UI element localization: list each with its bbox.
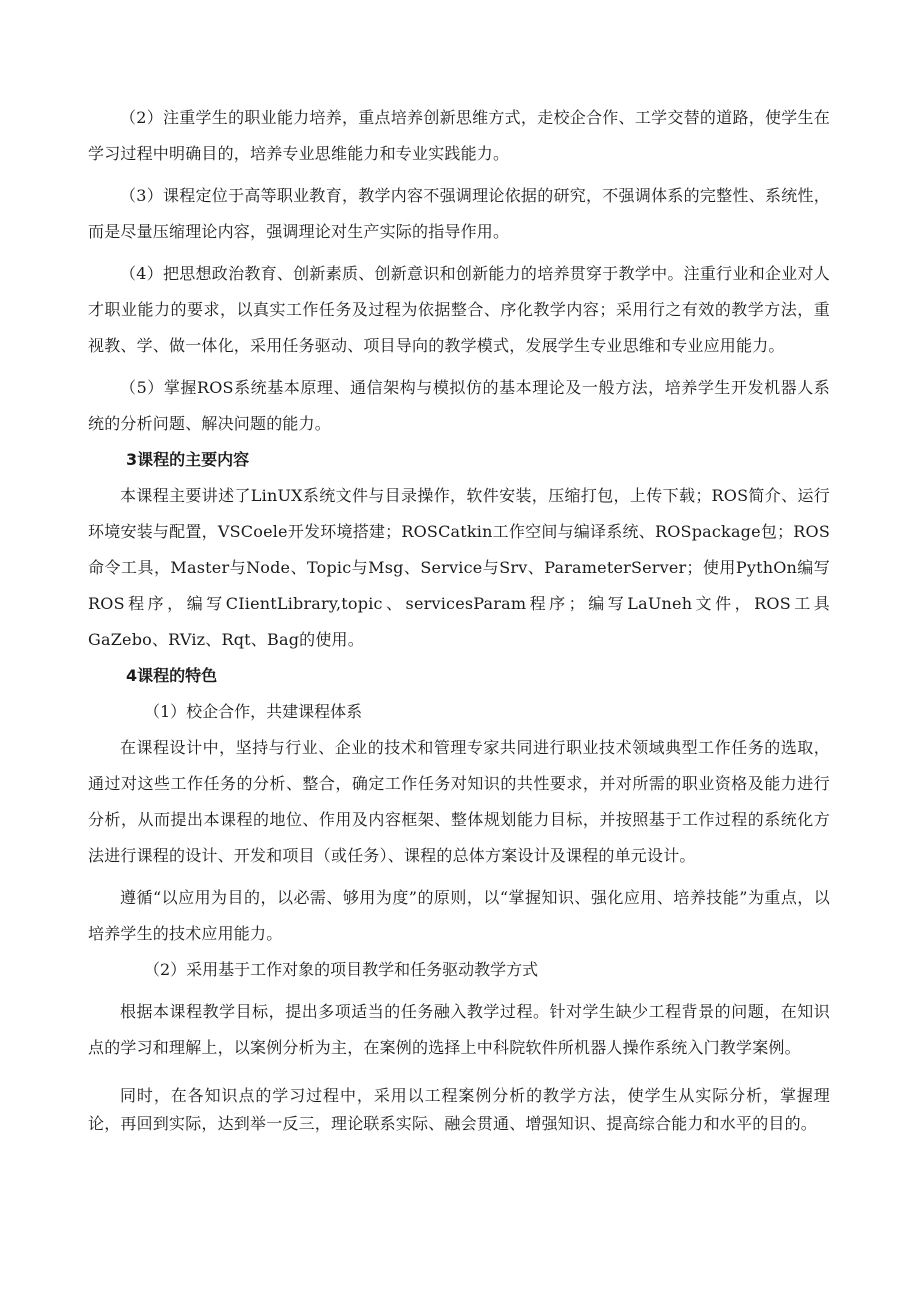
paragraph-feature-1a: 在课程设计中，坚持与行业、企业的技术和管理专家共同进行职业技术领域典型工作任务的选取，通过对这些工作任务的分析、整合，确定工作任务对知识的共性要求，并对所需的职业资格及能力进行分析，从而提出本课程的地位、作用及内容框架、整体规划能力目标，并按照基于工作过程的系统化方法进行课程的设计、开发和项目（或任务）、课程的总体方案设计及课程的单元设计。 xyxy=(88,738,830,865)
section-heading-features: 4课程的特色 xyxy=(126,666,218,685)
paragraph-objective-4: （4）把思想政治教育、创新素质、创新意识和创新能力的培养贯穿于教学中。注重行业和企业对人才职业能力的要求，以真实工作任务及过程为依据整合、序化教学内容；采用行之有效的教学方法，重视教、学、做一体化，采用任务驱动、项目导向的教学模式，发展学生专业思维和专业应用能力。 xyxy=(88,264,830,355)
paragraph-objective-5: （5）掌握ROS系统基本原理、通信架构与模拟仿的基本理论及一般方法，培养学生开发机器人系统的分析问题、解决问题的能力。 xyxy=(88,378,830,433)
paragraph-feature-1b: 遵循“以应用为目的，以必需、够用为度”的原则，以“掌握知识、强化应用、培养技能”为重点，以培养学生的技术应用能力。 xyxy=(88,888,830,943)
paragraph-main-content: 本课程主要讲述了LinUX系统文件与目录操作，软件安装，压缩打包，上传下载；ROS简介、运行环境安装与配置，VSCoele开发环境搭建；ROSCatkin工作空间与编译系统、ROSpackage包；ROS命令工具，Master与Node、Topic与Msg、Service与Srv、ParameterServer；使用PythOn编写ROS程序，编写CIientLibrary,topic、servicesParam程序；编写LaUneh文件，ROS工具GaZebo、RViz、Rqt、Bag的使用。 xyxy=(88,486,830,649)
paragraph-objective-2: （2）注重学生的职业能力培养，重点培养创新思维方式，走校企合作、工学交替的道路，使学生在学习过程中明确目的，培养专业思维能力和专业实践能力。 xyxy=(88,108,830,163)
paragraph-feature-2b: 同时，在各知识点的学习过程中，采用以工程案例分析的教学方法，使学生从实际分析，掌握理论，再回到实际，达到举一反三，理论联系实际、融会贯通、增强知识、提高综合能力和水平的目的。 xyxy=(88,1086,830,1133)
paragraph-objective-3: （3）课程定位于高等职业教育，教学内容不强调理论依据的研究，不强调体系的完整性、系统性，而是尽量压缩理论内容，强调理论对生产实际的指导作用。 xyxy=(88,186,830,241)
section-heading-main-content: 3课程的主要内容 xyxy=(126,450,250,469)
paragraph-feature-2a: 根据本课程教学目标，提出多项适当的任务融入教学过程。针对学生缺少工程背景的问题，在知识点的学习和理解上，以案例分析为主，在案例的选择上中科院软件所机器人操作系统入门教学案例。 xyxy=(88,1002,830,1057)
subheading-feature-1: （1）校企合作，共建课程体系 xyxy=(144,702,363,721)
subheading-feature-2: （2）采用基于工作对象的项目教学和任务驱动教学方式 xyxy=(144,960,539,979)
document-page xyxy=(88,100,830,1138)
